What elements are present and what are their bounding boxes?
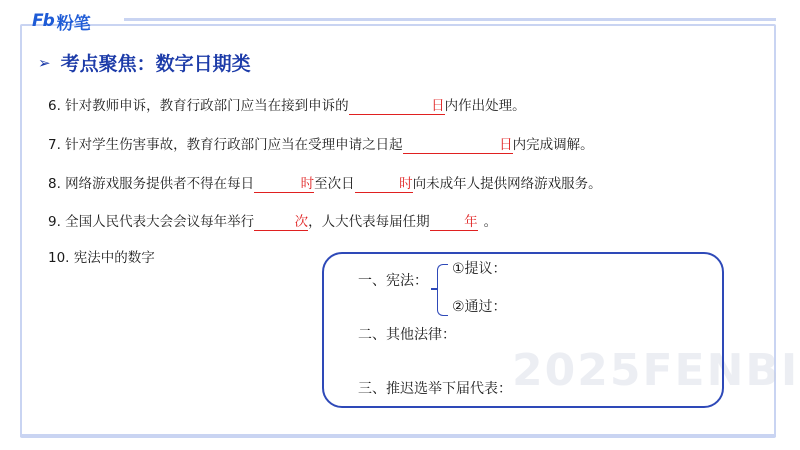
answer-blank: 日: [403, 137, 513, 154]
question-text: 10. 宪法中的数字: [48, 250, 155, 266]
header-divider: [124, 18, 776, 21]
box-sub-passage: ②通过：: [452, 299, 507, 315]
question-text: 8. 网络游戏服务提供者不得在每日: [48, 176, 255, 192]
brand-mark: Fb: [32, 11, 54, 31]
question-7: [48, 133, 594, 154]
question-text: 内作出处理。: [444, 98, 526, 114]
watermark: 2025FENBI: [512, 345, 800, 396]
question-text: 9. 全国人民代表大会会议每年举行: [48, 214, 255, 230]
brand-name: 粉笔: [56, 13, 91, 34]
answer-blank: 日: [349, 98, 445, 115]
question-text: ，人大代表每届任期: [308, 214, 430, 230]
question-10: [48, 246, 155, 266]
brace-icon: [437, 264, 448, 316]
box-item-constitution: 一、宪法：: [358, 273, 428, 289]
box-sub-proposal: ①提议：: [452, 261, 507, 277]
answer-blank: 时: [254, 176, 314, 193]
answer-blank: 次: [254, 214, 308, 231]
question-text: 内完成调解。: [512, 137, 594, 153]
question-text: 。: [483, 214, 498, 230]
section-heading: [38, 49, 251, 76]
question-8: [48, 172, 602, 193]
question-text: 6. 针对教师申诉，教育行政部门应当在接到申诉的: [48, 98, 349, 114]
bottom-divider: [20, 434, 776, 437]
box-item-other-laws: 二、其他法律：: [358, 327, 456, 343]
brand-logo: [32, 9, 91, 33]
box-item-postpone-election: 三、推迟选举下届代表：: [358, 381, 512, 397]
section-title: 考点聚焦：数字日期类: [60, 53, 251, 75]
answer-blank: 时: [355, 176, 413, 193]
question-text: 至次日: [314, 176, 355, 192]
question-6: [48, 94, 526, 115]
arrow-bullet-icon: ➢: [38, 53, 51, 72]
question-9: [48, 210, 497, 231]
brace-tip-icon: [431, 288, 438, 290]
answer-blank: 年: [430, 214, 478, 231]
question-text: 向未成年人提供网络游戏服务。: [412, 176, 602, 192]
question-text: 7. 针对学生伤害事故，教育行政部门应当在受理申请之日起: [48, 137, 403, 153]
